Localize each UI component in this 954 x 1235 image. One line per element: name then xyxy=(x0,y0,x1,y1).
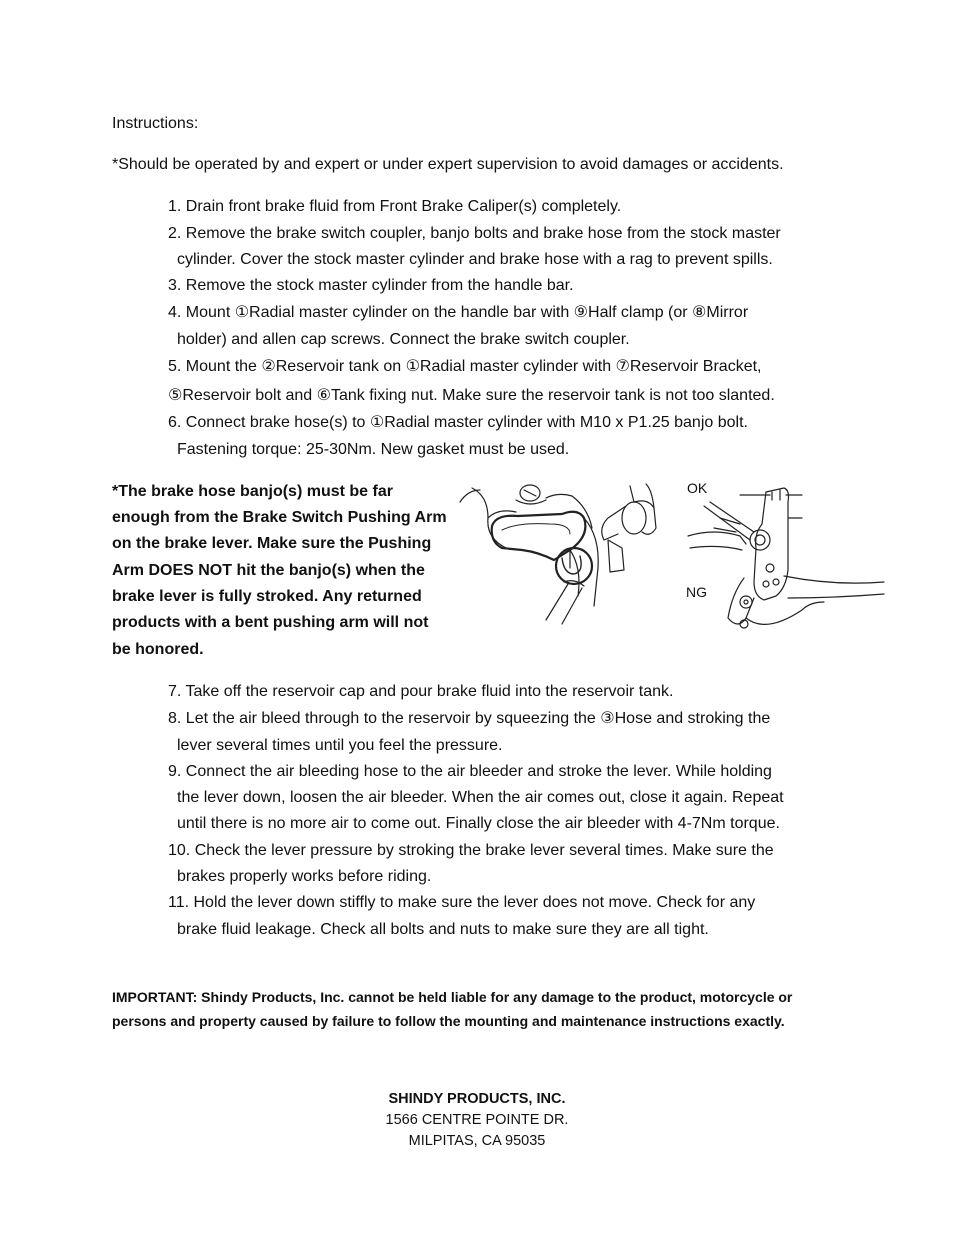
step-9-line-3: until there is no more air to come out. Finally close the air bleeder with 4-7Nm torque. xyxy=(177,815,780,832)
step-8-line-2: lever several times until you feel the pressure. xyxy=(177,737,503,754)
company-street: 1566 CENTRE POINTE DR. xyxy=(385,1112,569,1128)
banjo-closeup-figure xyxy=(458,478,668,628)
instructions-heading: Instructions: xyxy=(112,115,199,132)
ok-ng-lever-figure xyxy=(684,478,890,638)
ok-label: OK xyxy=(687,480,708,496)
step-1-line-1: 1. Drain front brake fluid from Front Brake Caliper(s) completely. xyxy=(168,198,622,215)
step-4-line-1: 4. Mount ①Radial master cylinder on the handle bar with ⑨Half clamp (or ⑧Mirror xyxy=(168,304,749,321)
ng-label: NG xyxy=(686,584,707,600)
banjo-note-line-1: *The brake hose banjo(s) must be far xyxy=(112,483,393,500)
step-6-line-1: 6. Connect brake hose(s) to ①Radial master cylinder with M10 x P1.25 banjo bolt. xyxy=(168,414,748,431)
banjo-note-line-5: brake lever is fully stroked. Any returned xyxy=(112,588,422,605)
step-9-line-1: 9. Connect the air bleeding hose to the air bleeder and stroke the lever. While holding xyxy=(168,763,772,780)
step-2-line-1: 2. Remove the brake switch coupler, banjo bolts and brake hose from the stock master xyxy=(168,225,781,242)
company-city: MILPITAS, CA 95035 xyxy=(408,1133,546,1149)
step-5-line-2: ⑤Reservoir bolt and ⑥Tank fixing nut. Make sure the reservoir tank is not too slanted. xyxy=(168,387,775,404)
banjo-note-line-4: Arm DOES NOT hit the banjo(s) when the xyxy=(112,562,425,579)
banjo-note-line-3: on the brake lever. Make sure the Pushing xyxy=(112,535,432,552)
important-line-1: IMPORTANT: Shindy Products, Inc. cannot be held liable for any damage to the product, motorcycle or xyxy=(112,989,793,1005)
step-5-line-1: 5. Mount the ②Reservoir tank on ①Radial master cylinder with ⑦Reservoir Bracket, xyxy=(168,358,762,375)
step-3-line-1: 3. Remove the stock master cylinder from the handle bar. xyxy=(168,277,574,294)
banjo-note-line-7: be honored. xyxy=(112,641,204,658)
important-line-2: persons and property caused by failure to follow the mounting and maintenance instructions exactly. xyxy=(112,1013,785,1029)
company-name: SHINDY PRODUCTS, INC. xyxy=(388,1091,566,1107)
step-2-line-2: cylinder. Cover the stock master cylinder and brake hose with a rag to prevent spills. xyxy=(177,251,773,268)
banjo-note-line-6: products with a bent pushing arm will not xyxy=(112,614,429,631)
step-7-line-1: 7. Take off the reservoir cap and pour brake fluid into the reservoir tank. xyxy=(168,683,674,700)
step-4-line-2: holder) and allen cap screws. Connect the brake switch coupler. xyxy=(177,331,630,348)
expert-warning: *Should be operated by and expert or under expert supervision to avoid damages or accidents. xyxy=(112,156,784,173)
step-10-line-1: 10. Check the lever pressure by stroking the brake lever several times. Make sure the xyxy=(168,842,774,859)
step-10-line-2: brakes properly works before riding. xyxy=(177,868,432,885)
banjo-note-line-2: enough from the Brake Switch Pushing Arm xyxy=(112,509,447,526)
step-11-line-1: 11. Hold the lever down stiffly to make sure the lever does not move. Check for any xyxy=(168,894,756,911)
step-9-line-2: the lever down, loosen the air bleeder. When the air comes out, close it again. Repeat xyxy=(177,789,784,806)
step-11-line-2: brake fluid leakage. Check all bolts and nuts to make sure they are all tight. xyxy=(177,921,709,938)
step-8-line-1: 8. Let the air bleed through to the reservoir by squeezing the ③Hose and stroking the xyxy=(168,710,771,727)
step-6-line-2: Fastening torque: 25-30Nm. New gasket must be used. xyxy=(177,441,570,458)
